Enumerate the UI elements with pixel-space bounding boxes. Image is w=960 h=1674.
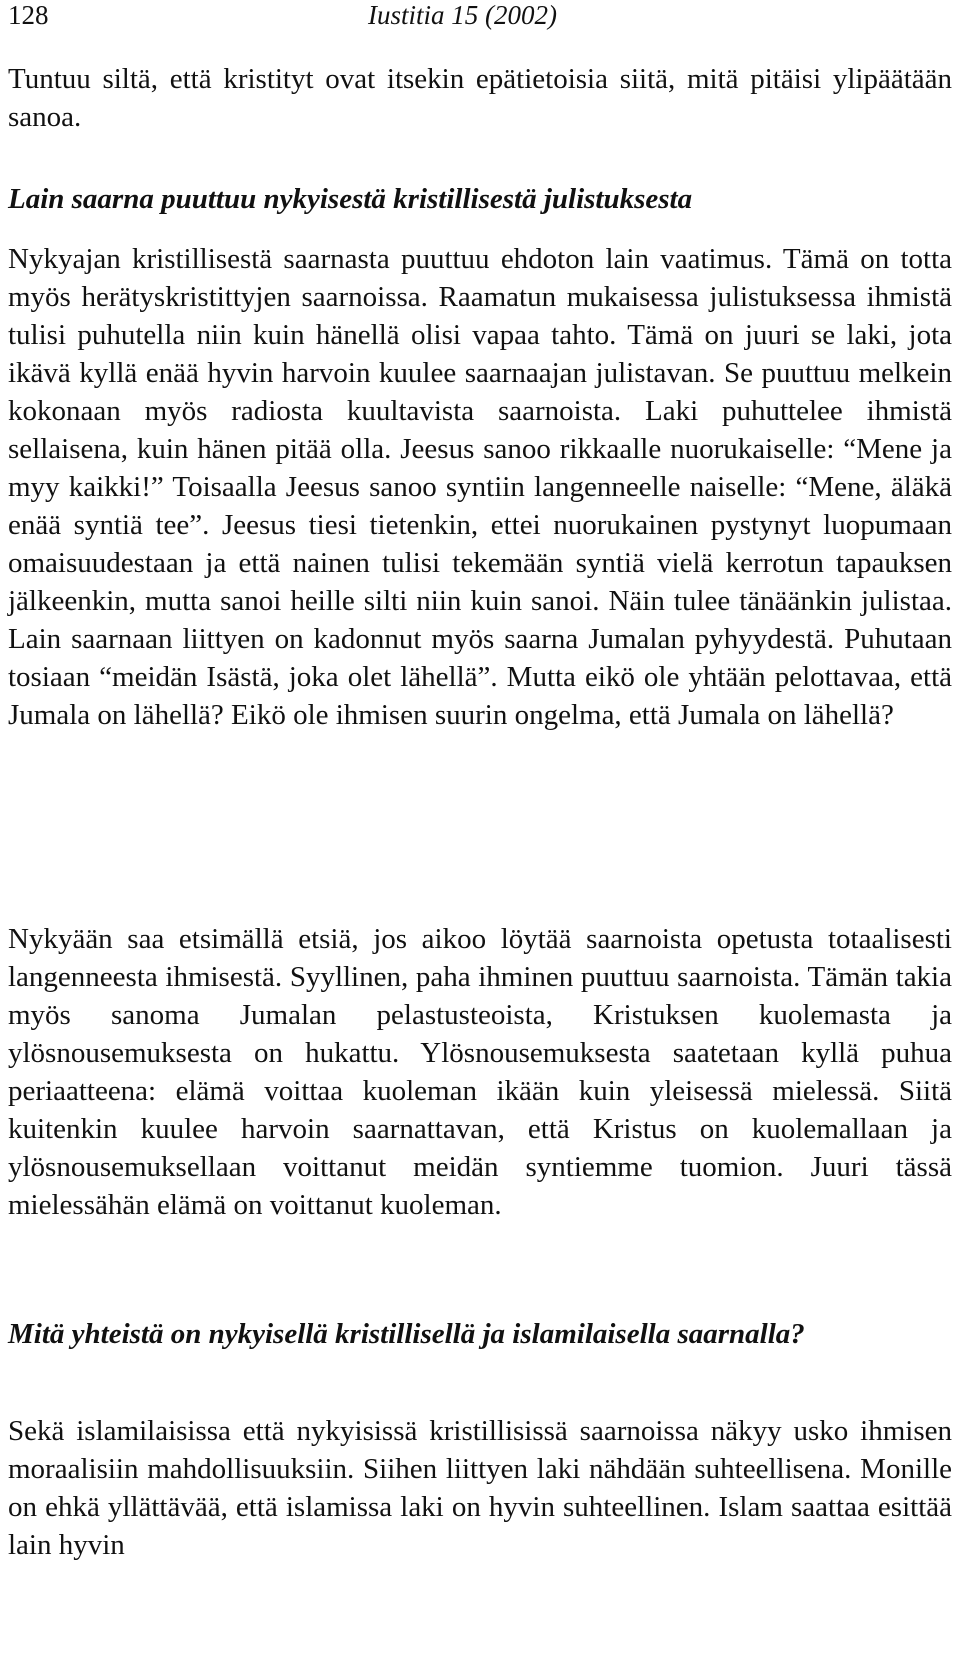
paragraph-intro: Tuntuu siltä, että kristityt ovat itsekin epätietoisia siitä, mitä pitäisi ylipäätään sanoa. <box>8 63 952 133</box>
running-title: Iustitia 15 (2002) <box>368 0 557 30</box>
section-heading-law-sermon: Lain saarna puuttuu nykyisestä kristillisestä julistuksesta <box>8 183 693 215</box>
section-heading-common-ground: Mitä yhteistä on nykyisellä kristillisellä ja islamilaisella saarnalla? <box>8 1318 805 1350</box>
paragraph-law-sermon: Nykyajan kristillisestä saarnasta puuttuu ehdoton lain vaatimus. Tämä on totta myös herätyskristittyjen saarnoissa. Raamatun mukaisessa julistuksessa ihmistä tulisi puhutella niin kuin hänellä olisi vapaa tahto. Tämä on juuri se laki, jota ikävä kyllä enää hyvin harvoin kuulee saarnaajan julistavan. Se puuttuu melkein kokonaan myös radiosta kuultavista saarnoista. Laki puhuttelee ihmistä sellaisena, kuin hänen pitää olla. Jeesus sanoo rikkaalle nuorukaiselle: “Mene ja myy kaikki!” Toisaalla Jeesus sanoo syntiin langenneelle naiselle: “Mene, äläkä enää syntiä tee”. Jeesus tiesi tietenkin, ettei nuorukainen pystynyt luopumaan omaisuudestaan ja että nainen tulisi tekemään syntiä vielä kerrotun tapauksen jälkeenkin, mutta sanoi heille silti niin kuin sanoi. Näin tulee tänäänkin julistaa. Lain saarnaan liittyen on kadonnut myös saarna Jumalan pyhyydestä. Puhutaan tosiaan “meidän Isästä, joka olet lähellä”. Mutta eikö ole yhtään pelottavaa, että Jumala on lähellä? Eikö ole ihmisen suurin ongelma, että Jumala on lähellä? <box>8 243 952 731</box>
page-number: 128 <box>8 0 49 30</box>
page-header <box>0 0 960 40</box>
paragraph-fallen-man: Nykyään saa etsimällä etsiä, jos aikoo löytää saarnoista opetusta totaalisesti langenneesta ihmisestä. Syyllinen, paha ihminen puuttuu saarnoista. Tämän takia myös sanoma Jumalan pelastusteoista, Kristuksen kuolemasta ja ylösnousemuksesta on hukattu. Ylösnousemuksesta saatetaan kyllä puhua periaatteena: elämä voittaa kuoleman ikään kuin yleisessä mielessä. Siitä kuitenkin kuulee harvoin saarnattavan, että Kristus on kuolemallaan ja ylösnousemuksellaan voittanut meidän syntiemme tuomion. Juuri tässä mielessähän elämä on voittanut kuoleman. <box>8 923 952 1221</box>
paragraph-islamic-christian: Sekä islamilaisissa että nykyisissä kristillisissä saarnoissa näkyy usko ihmisen moraalisiin mahdollisuuksiin. Siihen liittyen laki nähdään suhteellisena. Monille on ehkä yllättävää, että islamissa laki on hyvin suhteellinen. Islam saattaa esittää lain hyvin <box>8 1415 952 1561</box>
